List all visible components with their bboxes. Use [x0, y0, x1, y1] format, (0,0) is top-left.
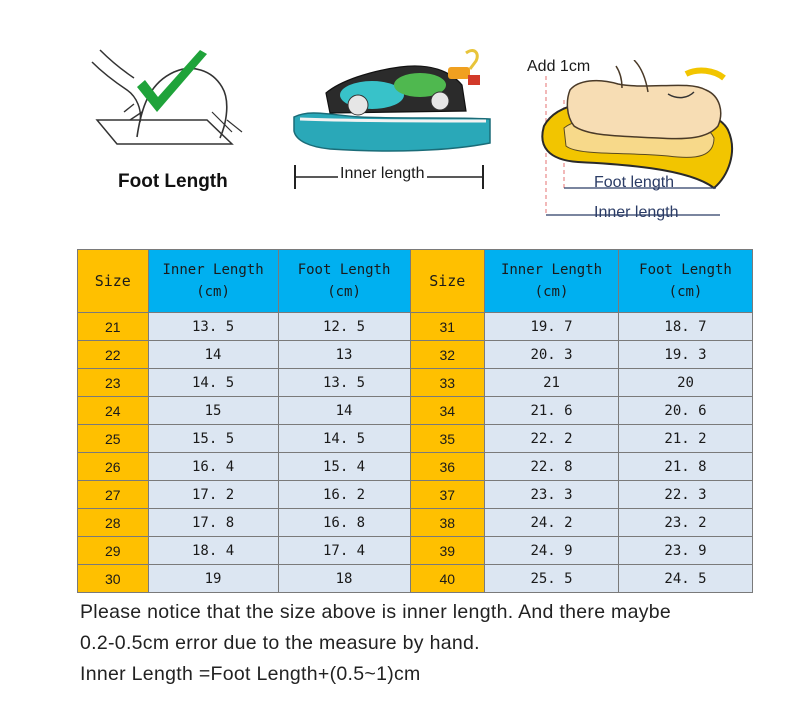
inner-length-right-caption: Inner length — [594, 204, 679, 221]
foot-length-cell: 22. 3 — [619, 481, 753, 509]
size-cell: 39 — [410, 537, 485, 565]
size-cell: 27 — [78, 481, 149, 509]
size-cell: 23 — [78, 369, 149, 397]
table-row — [78, 537, 753, 565]
foot-length-header-unit: (cm) — [668, 284, 703, 300]
inner-length-header-unit: (cm) — [534, 284, 569, 300]
size-cell: 30 — [78, 565, 149, 593]
table-row — [78, 341, 753, 369]
table-header-row — [78, 250, 753, 313]
check-mark-icon — [137, 50, 207, 112]
foot-length-cell: 23. 9 — [619, 537, 753, 565]
foot-length-cell: 24. 5 — [619, 565, 753, 593]
inner-length-cell: 17. 2 — [148, 481, 278, 509]
foot-length-cell: 20 — [619, 369, 753, 397]
foot-length-header — [619, 250, 753, 313]
inner-length-cell: 21 — [485, 369, 619, 397]
foot-length-cell: 13 — [278, 341, 410, 369]
note-line: Please notice that the size above is inner length. And there maybe — [80, 601, 672, 623]
size-cell: 36 — [410, 453, 485, 481]
foot-length-cell: 21. 8 — [619, 453, 753, 481]
size-cell: 28 — [78, 509, 149, 537]
foot-length-cell: 14. 5 — [278, 425, 410, 453]
inner-length-cell: 17. 8 — [148, 509, 278, 537]
inner-length-cell: 21. 6 — [485, 397, 619, 425]
inner-length-cell: 22. 8 — [485, 453, 619, 481]
size-cell: 25 — [78, 425, 149, 453]
foot-length-caption: Foot Length — [118, 171, 228, 192]
foot-length-cell: 16. 2 — [278, 481, 410, 509]
foot-measure-illustration — [82, 42, 252, 162]
foot-length-cell: 17. 4 — [278, 537, 410, 565]
inner-length-cell: 24. 9 — [485, 537, 619, 565]
size-cell: 29 — [78, 537, 149, 565]
inner-length-cell: 13. 5 — [148, 313, 278, 341]
table-row — [78, 509, 753, 537]
add-1cm-caption: Add 1cm — [527, 58, 591, 75]
size-table-body — [78, 313, 753, 593]
foot-length-header-label: Foot Length — [297, 262, 391, 278]
inner-length-header-label: Inner Length — [500, 262, 603, 278]
size-cell: 40 — [410, 565, 485, 593]
foot-in-shoe-illustration — [538, 60, 738, 225]
table-row — [78, 565, 753, 593]
size-cell: 35 — [410, 425, 485, 453]
foot-length-header-unit: (cm) — [327, 284, 361, 300]
foot-length-cell: 14 — [278, 397, 410, 425]
size-cell: 34 — [410, 397, 485, 425]
inner-length-cell: 15. 5 — [148, 425, 278, 453]
table-row — [78, 425, 753, 453]
illustration-area — [0, 0, 800, 240]
foot-length-cell: 21. 2 — [619, 425, 753, 453]
foot-length-cell: 18 — [278, 565, 410, 593]
foot-length-cell: 15. 4 — [278, 453, 410, 481]
size-cell: 33 — [410, 369, 485, 397]
sandal-illustration — [290, 45, 495, 157]
note-line: 0.2-0.5cm error due to the measure by hand. — [80, 632, 480, 654]
foot-length-cell: 20. 6 — [619, 397, 753, 425]
foot-length-cell: 13. 5 — [278, 369, 410, 397]
inner-length-cell: 16. 4 — [148, 453, 278, 481]
inner-length-cell: 18. 4 — [148, 537, 278, 565]
foot-length-header-label: Foot Length — [639, 262, 732, 278]
foot-length-cell: 18. 7 — [619, 313, 753, 341]
foot-length-cell: 16. 8 — [278, 509, 410, 537]
foot-length-cell: 23. 2 — [619, 509, 753, 537]
size-cell: 37 — [410, 481, 485, 509]
inner-length-header-label: Inner Length — [162, 262, 264, 278]
table-row — [78, 313, 753, 341]
inner-length-cell: 20. 3 — [485, 341, 619, 369]
table-row — [78, 369, 753, 397]
formula-line: Inner Length =Foot Length+(0.5~1)cm — [80, 663, 421, 685]
inner-length-header — [148, 250, 278, 313]
size-cell: 32 — [410, 341, 485, 369]
inner-length-cell: 19 — [148, 565, 278, 593]
inner-length-cell: 14. 5 — [148, 369, 278, 397]
size-cell: 22 — [78, 341, 149, 369]
size-cell: 38 — [410, 509, 485, 537]
size-header: Size — [410, 250, 485, 313]
size-cell: 24 — [78, 397, 149, 425]
inner-length-cell: 24. 2 — [485, 509, 619, 537]
inner-length-cell: 15 — [148, 397, 278, 425]
size-cell: 21 — [78, 313, 149, 341]
foot-length-header — [278, 250, 410, 313]
foot-length-cell: 12. 5 — [278, 313, 410, 341]
foot-length-right-caption: Foot length — [594, 174, 675, 191]
inner-length-cell: 22. 2 — [485, 425, 619, 453]
inner-length-caption: Inner length — [340, 165, 425, 182]
size-cell: 26 — [78, 453, 149, 481]
table-row — [78, 453, 753, 481]
inner-length-header — [485, 250, 619, 313]
table-row — [78, 397, 753, 425]
inner-length-cell: 25. 5 — [485, 565, 619, 593]
inner-length-header-unit: (cm) — [196, 284, 230, 300]
size-header: Size — [78, 250, 149, 313]
size-cell: 31 — [410, 313, 485, 341]
table-row — [78, 481, 753, 509]
foot-length-cell: 19. 3 — [619, 341, 753, 369]
inner-length-cell: 14 — [148, 341, 278, 369]
size-chart-table — [77, 249, 753, 593]
size-notes — [80, 597, 671, 690]
inner-length-measure — [293, 165, 485, 189]
inner-length-cell: 19. 7 — [485, 313, 619, 341]
inner-length-cell: 23. 3 — [485, 481, 619, 509]
